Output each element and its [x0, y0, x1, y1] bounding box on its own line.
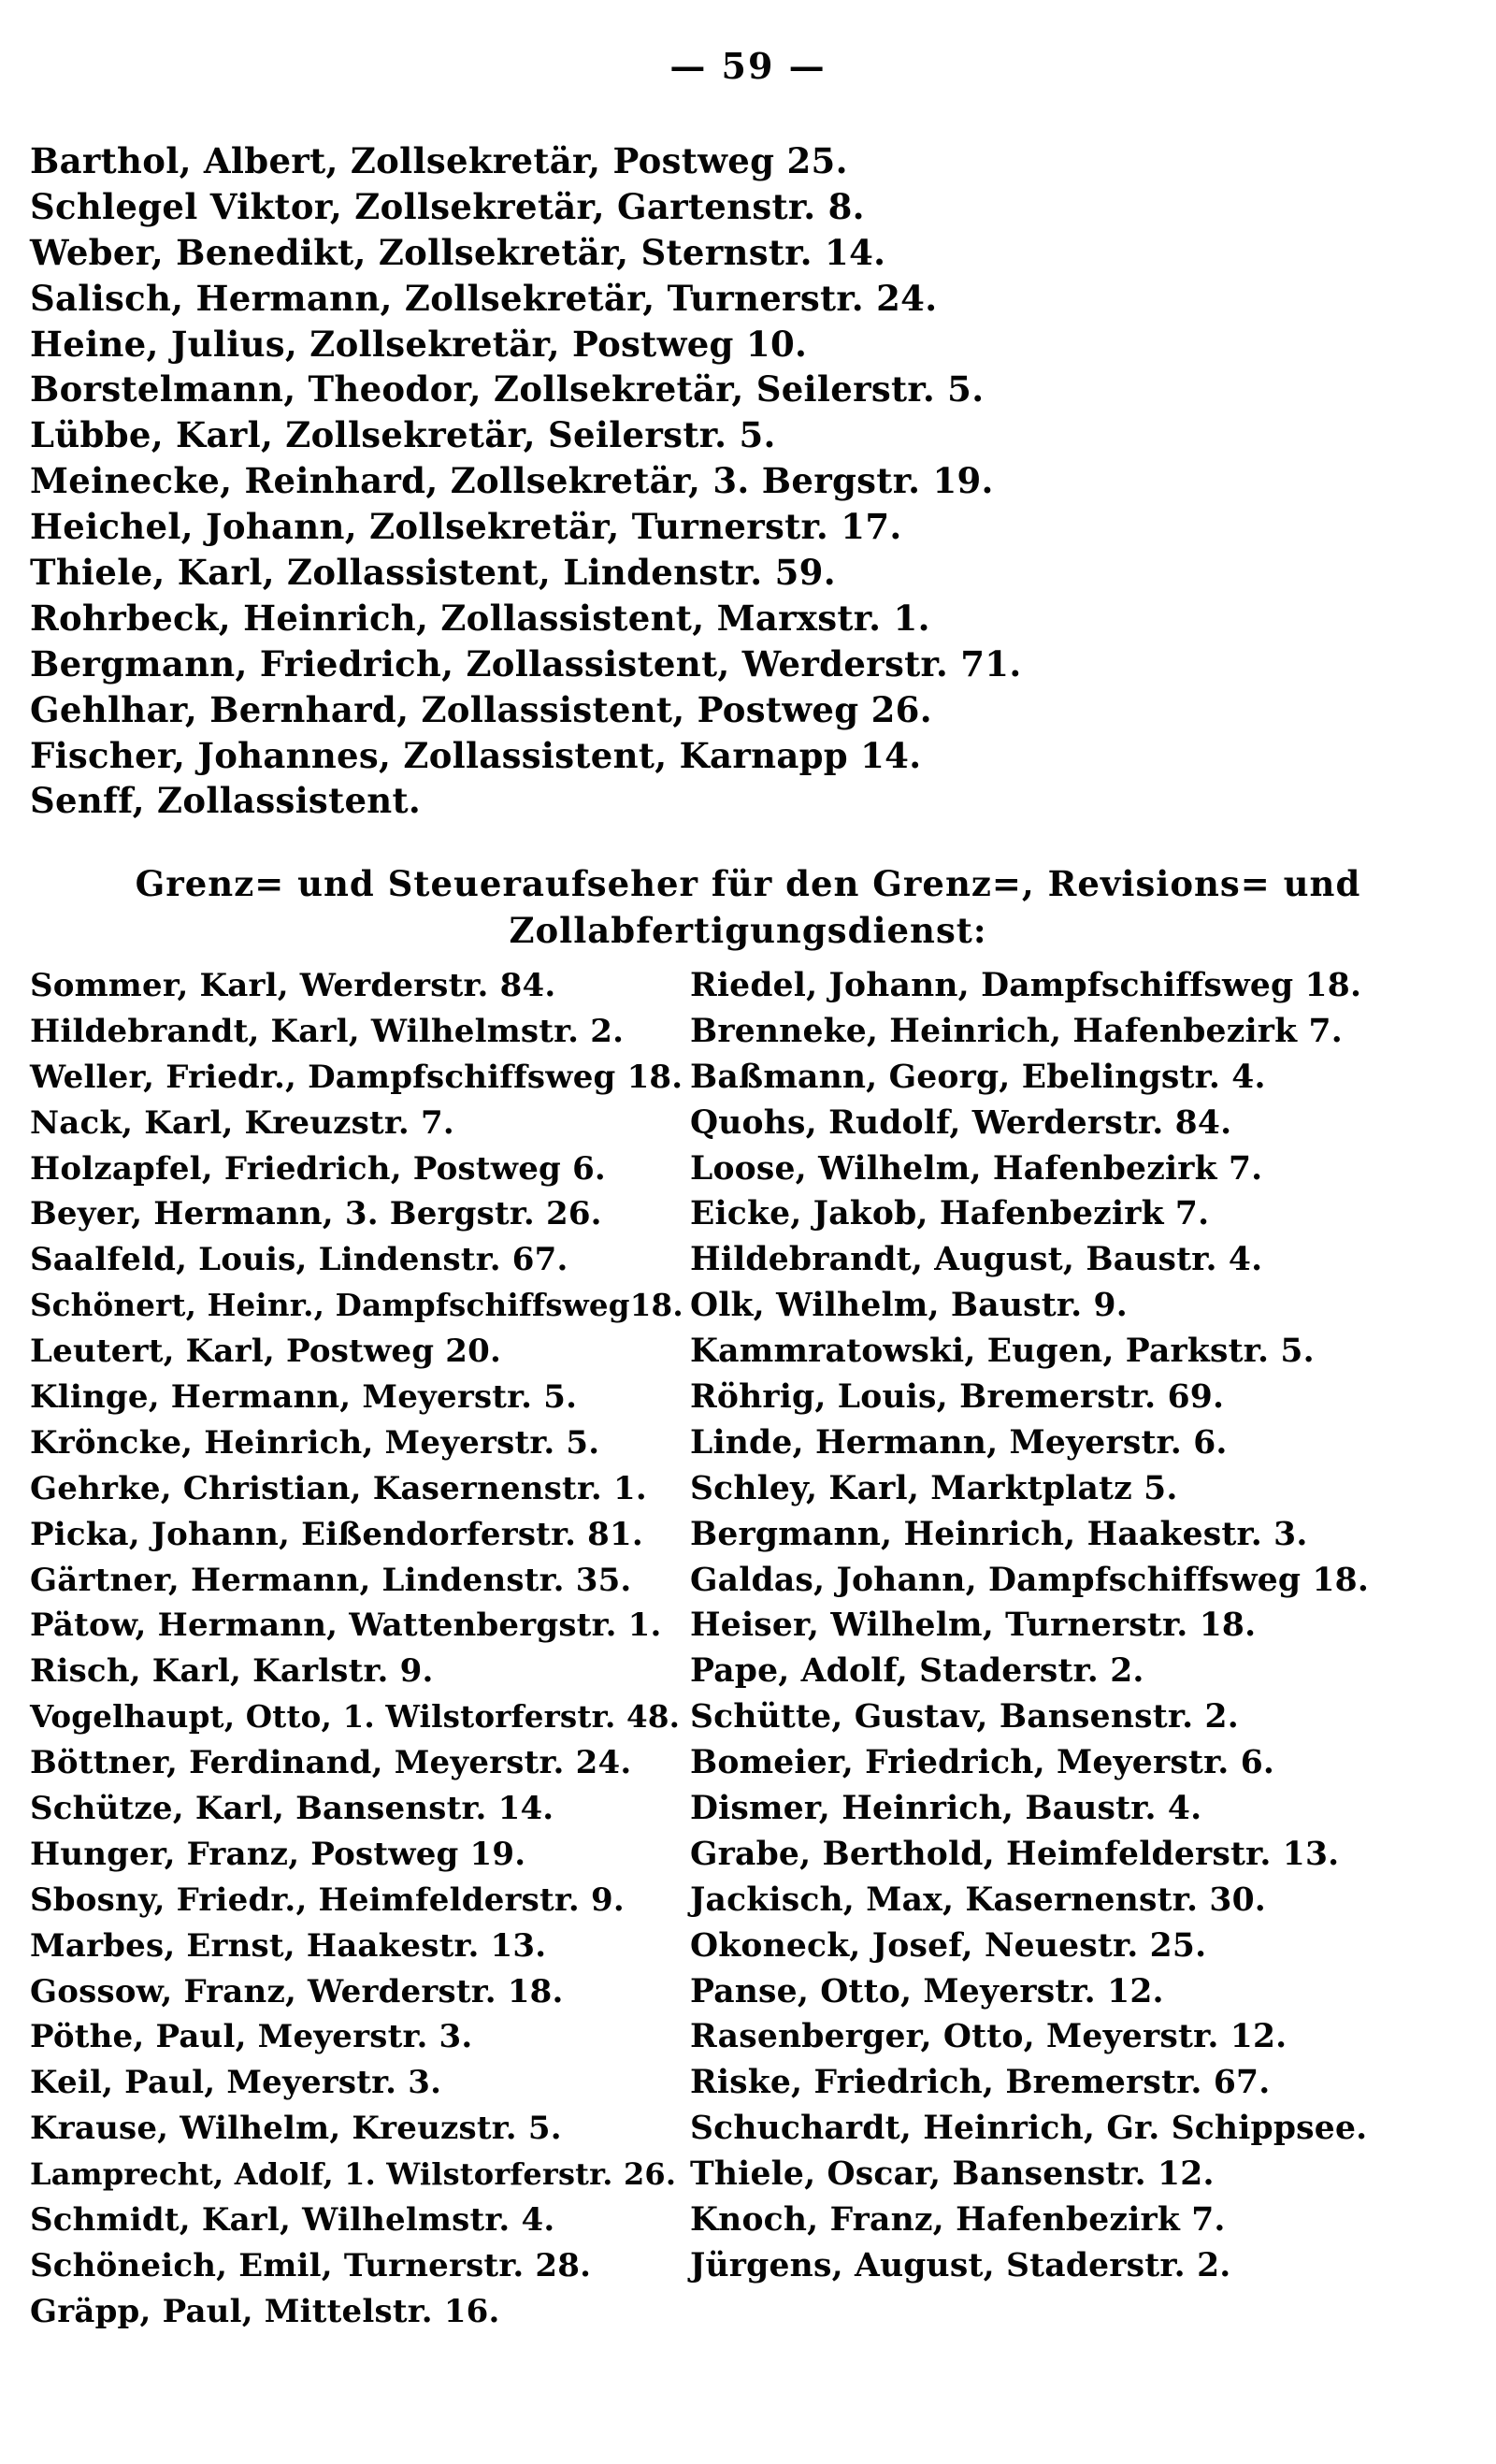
list-item: Schütze, Karl, Bansenstr. 14.: [30, 1790, 554, 1828]
list-item: Kröncke, Heinrich, Meyerstr. 5.: [30, 1423, 600, 1462]
list-item: Thiele, Karl, Zollassistent, Lindenstr. 59.: [30, 552, 836, 594]
list-item: Eicke, Jakob, Hafenbezirk 7.: [690, 1195, 1210, 1233]
list-item: Schlegel Viktor, Zollsekretär, Gartenstr. 8.: [30, 185, 865, 227]
list-item: Sommer, Karl, Werderstr. 84.: [30, 967, 556, 1004]
list-item: Schütte, Gustav, Bansenstr. 2.: [690, 1698, 1239, 1736]
list-item: Krause, Wilhelm, Kreuzstr. 5.: [30, 2110, 562, 2148]
list-item: Picka, Johann, Eißendorferstr. 81.: [30, 1515, 643, 1553]
list-item: Pätow, Hermann, Wattenbergstr. 1.: [30, 1607, 662, 1645]
list-item: Riedel, Johann, Dampfschiffsweg 18.: [690, 967, 1362, 1004]
list-item: Pöthe, Paul, Meyerstr. 3.: [30, 2018, 473, 2056]
list-item: Holzapfel, Friedrich, Postweg 6.: [30, 1149, 606, 1188]
list-item: Saalfeld, Louis, Lindenstr. 67.: [30, 1241, 568, 1279]
list-item: Grabe, Berthold, Heimfelderstr. 13.: [690, 1835, 1340, 1873]
list-item: Barthol, Albert, Zollsekretär, Postweg 25.: [30, 140, 848, 181]
list-item: Pape, Adolf, Staderstr. 2.: [690, 1652, 1144, 1691]
customs-staff-list: [30, 138, 1339, 824]
list-item: Heiser, Wilhelm, Turnerstr. 18.: [690, 1607, 1257, 1645]
list-item: Fischer, Johannes, Zollassistent, Karnapp 14.: [30, 734, 922, 776]
section-heading: [0, 860, 1496, 954]
list-item: Böttner, Ferdinand, Meyerstr. 24.: [30, 1744, 632, 1782]
list-item: Knoch, Franz, Hafenbezirk 7.: [690, 2201, 1226, 2240]
list-item: Schley, Karl, Marktplatz 5.: [690, 1469, 1178, 1507]
list-item: Panse, Otto, Meyerstr. 12.: [690, 1972, 1164, 2010]
list-item: Borstelmann, Theodor, Zollsekretär, Seilerstr. 5.: [30, 368, 985, 411]
list-item: Lübbe, Karl, Zollsekretär, Seilerstr. 5.: [30, 414, 776, 456]
list-item: Weber, Benedikt, Zollsekretär, Sternstr. 14.: [30, 231, 886, 273]
list-item: Bomeier, Friedrich, Meyerstr. 6.: [690, 1744, 1275, 1782]
list-item: Hunger, Franz, Postweg 19.: [30, 1835, 526, 1873]
list-item: Okoneck, Josef, Neuestr. 25.: [690, 1926, 1207, 1965]
list-item: Schmidt, Karl, Wilhelmstr. 4.: [30, 2201, 555, 2240]
list-item: Jackisch, Max, Kasernenstr. 30.: [690, 1880, 1266, 1919]
section-heading-line-2: Zollabfertigungsdienst:: [509, 910, 987, 951]
list-item: Loose, Wilhelm, Hafenbezirk 7.: [690, 1149, 1263, 1188]
list-item: Hildebrandt, Karl, Wilhelmstr. 2.: [30, 1012, 625, 1050]
list-item: Gärtner, Hermann, Lindenstr. 35.: [30, 1561, 632, 1599]
list-item: Gräpp, Paul, Mittelstr. 16.: [30, 2292, 500, 2330]
inspectors-right-column: [690, 963, 1475, 2289]
list-item: Galdas, Johann, Dampfschiffsweg 18.: [690, 1561, 1370, 1599]
list-item: Keil, Paul, Meyerstr. 3.: [30, 2064, 442, 2102]
list-item: Marbes, Ernst, Haakestr. 13.: [30, 1926, 547, 1965]
page-number: — 59 —: [669, 45, 827, 87]
list-item: Dismer, Heinrich, Baustr. 4.: [690, 1790, 1202, 1828]
section-heading-line-1: Grenz= und Steueraufseher für den Grenz=, Revisions= und: [135, 863, 1361, 904]
list-item: Gossow, Franz, Werderstr. 18.: [30, 1972, 564, 2010]
list-item: Leutert, Karl, Postweg 20.: [30, 1333, 502, 1371]
list-item: Nack, Karl, Kreuzstr. 7.: [30, 1103, 454, 1142]
list-item: Gehlhar, Bernhard, Zollassistent, Postweg 26.: [30, 688, 932, 730]
list-item: Lamprecht, Adolf, 1. Wilstorferstr. 26.: [30, 2156, 677, 2193]
list-item: Brenneke, Heinrich, Hafenbezirk 7.: [690, 1012, 1343, 1050]
list-item: Rasenberger, Otto, Meyerstr. 12.: [690, 2018, 1287, 2056]
list-item: Rohrbeck, Heinrich, Zollassistent, Marxstr. 1.: [30, 597, 930, 639]
list-item: Röhrig, Louis, Bremerstr. 69.: [690, 1378, 1225, 1417]
list-item: Schöneich, Emil, Turnerstr. 28.: [30, 2246, 592, 2284]
list-item: Beyer, Hermann, 3. Bergstr. 26.: [30, 1195, 602, 1233]
list-item: Schuchardt, Heinrich, Gr. Schippsee.: [690, 2110, 1368, 2148]
list-item: Senff, Zollassistent.: [30, 780, 422, 822]
list-item: Meinecke, Reinhard, Zollsekretär, 3. Bergstr. 19.: [30, 460, 994, 502]
list-item: Hildebrandt, August, Baustr. 4.: [690, 1241, 1263, 1279]
list-item: Bergmann, Friedrich, Zollassistent, Werderstr. 71.: [30, 642, 1022, 684]
list-item: Riske, Friedrich, Bremerstr. 67.: [690, 2064, 1271, 2102]
list-item: Kammratowski, Eugen, Parkstr. 5.: [690, 1333, 1315, 1371]
list-item: Heichel, Johann, Zollsekretär, Turnerstr. 17.: [30, 506, 902, 548]
list-item: Linde, Hermann, Meyerstr. 6.: [690, 1423, 1228, 1462]
list-item: Thiele, Oscar, Bansenstr. 12.: [690, 2155, 1215, 2194]
list-item: Gehrke, Christian, Kasernenstr. 1.: [30, 1469, 647, 1507]
list-item: Vogelhaupt, Otto, 1. Wilstorferstr. 48.: [30, 1698, 681, 1736]
list-item: Sbosny, Friedr., Heimfelderstr. 9.: [30, 1880, 625, 1919]
list-item: Heine, Julius, Zollsekretär, Postweg 10.: [30, 323, 808, 365]
list-item: Olk, Wilhelm, Baustr. 9.: [690, 1287, 1128, 1325]
list-item: Quohs, Rudolf, Werderstr. 84.: [690, 1103, 1232, 1142]
list-item: Schönert, Heinr., Dampfschiffsweg18.: [30, 1287, 683, 1324]
list-item: Jürgens, August, Staderstr. 2.: [690, 2246, 1231, 2284]
list-item: Weller, Friedr., Dampfschiffsweg 18.: [30, 1058, 683, 1096]
list-item: Klinge, Hermann, Meyerstr. 5.: [30, 1378, 578, 1417]
inspectors-left-column: [30, 963, 684, 2335]
list-item: Salisch, Hermann, Zollsekretär, Turnerstr. 24.: [30, 277, 938, 319]
list-item: Risch, Karl, Karlstr. 9.: [30, 1652, 434, 1691]
list-item: Bergmann, Heinrich, Haakestr. 3.: [690, 1515, 1308, 1553]
list-item: Baßmann, Georg, Ebelingstr. 4.: [690, 1058, 1266, 1096]
